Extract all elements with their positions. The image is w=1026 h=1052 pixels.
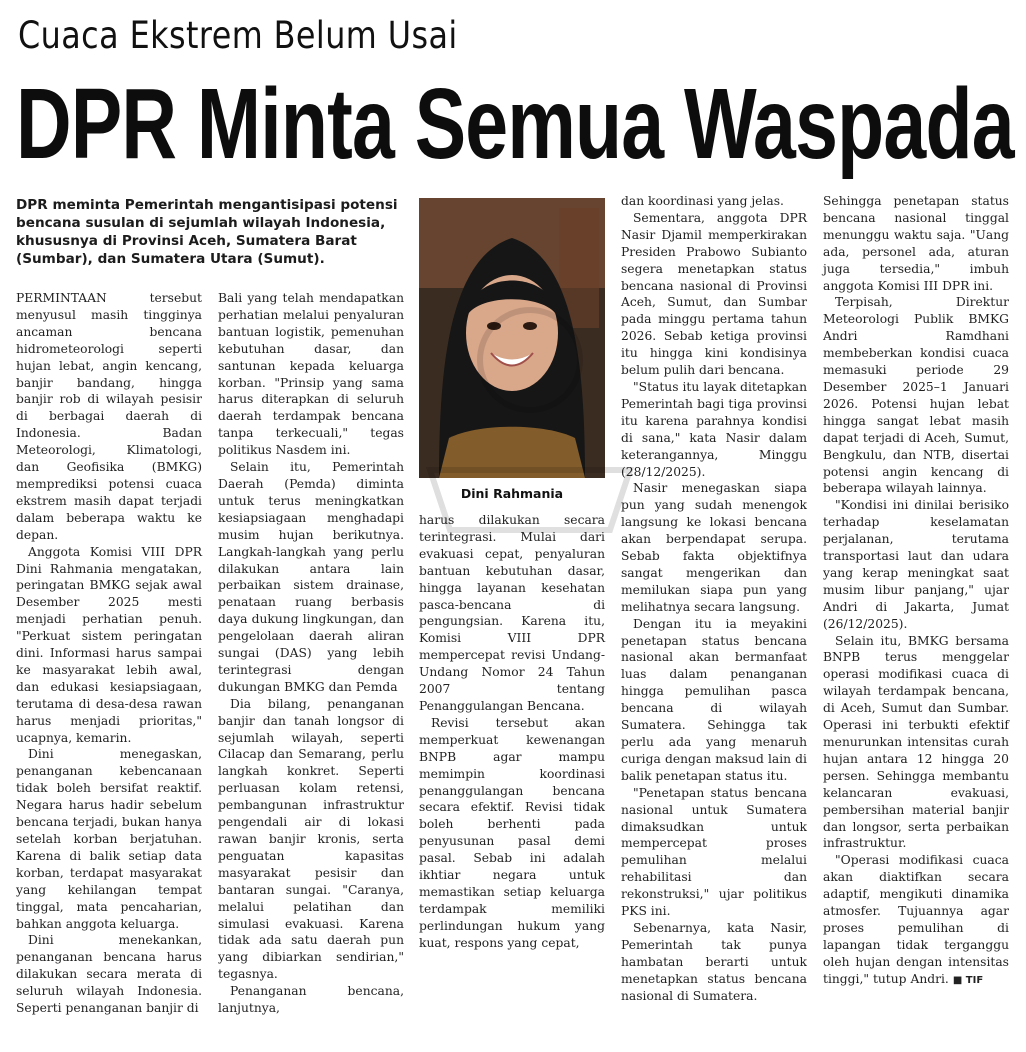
paragraph: "Kondisi ini dinilai berisiko terhadap keselamatan perjalanan, terutama transportasi laut dan udara yang kerap meningkat saat musim libur panjang," ujar Andri di Jakarta, Jumat (26/12/2025). bbox=[823, 498, 1009, 631]
column-4 bbox=[621, 193, 807, 1003]
paragraph: "Status itu layak ditetapkan Pemerintah bagi tiga provinsi itu karena parahnya kondisi di sana," kata Nasir dalam keterangannya, Minggu (28/12/2025). bbox=[621, 379, 807, 479]
lead-paragraph: DPR meminta Pemerintah mengantisipasi potensi bencana susulan di sejumlah wilayah Indonesia, khususnya di Provinsi Aceh, Sumatera Barat (Sumbar), dan Sumatera Utara (Sumut). bbox=[16, 197, 398, 267]
paragraph: harus dilakukan secara terintegrasi. Mulai dari evakuasi cepat, penyaluran bantuan kebutuhan dasar, hingga layanan kesehatan pasca-bencana di pengungsian. Karena itu, Komisi VIII DPR mempercepat revisi Undang-Undang Nomor 24 Tahun 2007 tentang Penanggulangan Bencana. bbox=[419, 513, 605, 713]
paragraph: Selain itu, Pemerintah Daerah (Pemda) diminta untuk terus meningkatkan kesiapsiagaan menghadapi musim hujan berikutnya. Langkah-langkah yang perlu dilakukan antara lain perbaikan sistem drainase, penataan ruang berbasis daya dukung lingkungan, dan pengelolaan daerah aliran sungai (DAS) yang lebih terintegrasi dengan dukungan BMKG dan Pemda bbox=[218, 460, 404, 694]
column-1 bbox=[16, 290, 202, 1016]
kicker: Cuaca Ekstrem Belum Usai bbox=[18, 14, 458, 57]
paragraph: Nasir menegaskan siapa pun yang sudah menengok langsung ke lokasi bencana akan berpendapat serupa. Sebab fakta objektifnya sangat mengerikan dan memilukan siapa pun yang melihatnya secara langsung. bbox=[621, 481, 807, 614]
paragraph: Dia bilang, penanganan banjir dan tanah longsor di sejumlah wilayah, seperti Cilacap dan Semarang, perlu langkah konkret. Seperti perluasan kolam retensi, pembangunan infrastruktur pengendali air di lokasi rawan banjir kronis, serta penguatan kapasitas masyarakat pesisir dan bantaran sungai. "Caranya, melalui pelatihan dan simulasi evakuasi. Karena tidak ada satu daerah pun yang dibiarkan sendirian," tegasnya. bbox=[218, 696, 404, 982]
column-3 bbox=[419, 512, 605, 1052]
paragraph: Selain itu, BMKG bersama BNPB terus menggelar operasi modifikasi cuaca di wilayah terdampak bencana, di Aceh, Sumut dan Sumbar. Operasi ini terbukti efektif menurunkan intensitas curah hujan antara 12 hingga 20 persen. Sehingga membantu kelancaran evakuasi, pembersihan material banjir dan longsor, serta perbaikan infrastruktur. bbox=[823, 633, 1009, 851]
end-mark: ■ TIF bbox=[952, 974, 984, 986]
paragraph: Revisi tersebut akan memperkuat kewenangan BNPB agar mampu memimpin koordinasi penanggulangan bencana secara efektif. Revisi tidak boleh berhenti pada penyusunan pasal demi pasal. Sebab ini adalah ikhtiar negara untuk memastikan setiap keluarga terdampak memiliki perlindungan hukum yang kuat, respons yang cepat, bbox=[419, 715, 605, 950]
closing-paragraph: "Operasi modifikasi cuaca akan diaktifkan secara adaptif, mengikuti dinamika atmosfer. Tujuannya agar proses pemulihan di lapangan tidak terganggu oleh hujan dengan intensitas tinggi," tutup Andri. bbox=[823, 853, 1009, 986]
paragraph: Terpisah, Direktur Meteorologi Publik BMKG Andri Ramdhani membeberkan kondisi cuaca memasuki periode 29 Desember 2025–1 Januari 2026. Potensi hujan lebat hingga sangat lebat masih dapat terjadi di Aceh, Sumut, Bengkulu, dan NTB, disertai potensi angin kencang di beberapa wilayah lainnya. bbox=[823, 295, 1009, 496]
paragraph: Sehingga penetapan status bencana nasional tinggal menunggu waktu saja. "Uang ada, personel ada, aturan juga tersedia," imbuh anggota Komisi III DPR ini. bbox=[823, 194, 1009, 293]
paragraph: Dengan itu ia meyakini penetapan status bencana nasional akan bermanfaat luas dalam penanganan hingga pemulihan pasca bencana di wilayah Sumatera. Sehingga tak perlu ada yang menaruh curiga dengan maksud lain di balik penetapan status itu. bbox=[621, 616, 807, 783]
paragraph: Sementara, anggota DPR Nasir Djamil memperkirakan Presiden Prabowo Subianto segera menetapkan status bencana nasional di Provinsi Aceh, Sumut, dan Sumbar pada minggu pertama tahun 2026. Sebab ketiga provinsi itu hingga kini kondisinya belum pulih dari bencana. bbox=[621, 210, 807, 378]
paragraph bbox=[823, 852, 1009, 989]
paragraph: dan koordinasi yang jelas. bbox=[621, 194, 784, 208]
paragraph: Dini menegaskan, penanganan kebencanaan tidak boleh bersifat reaktif. Negara harus hadir sebelum bencana terjadi, bukan hanya setelah korban berjatuhan. Karena di balik setiap data korban, terdapat masyarakat yang kehilangan tempat tinggal, mata pencaharian, bahkan anggota keluarga. bbox=[16, 747, 202, 931]
column-5 bbox=[823, 193, 1009, 986]
photo-caption: Dini Rahmania bbox=[460, 486, 564, 501]
portrait-photo bbox=[419, 198, 605, 478]
paragraph: Dini menekankan, penanganan bencana harus dilakukan secara merata di seluruh wilayah Indonesia. Seperti penanganan banjir di bbox=[16, 933, 202, 1016]
paragraph: Penanganan bencana, lanjutnya, bbox=[218, 984, 404, 1016]
paragraph: "Penetapan status bencana nasional untuk Sumatera dimaksudkan untuk mempercepat proses pemulihan melalui rehabilitasi dan rekonstruksi," ujar politikus PKS ini. bbox=[621, 785, 807, 919]
paragraph: Bali yang telah mendapatkan perhatian melalui penyaluran bantuan logistik, pemenuhan kebutuhan dasar, dan santunan kepada keluarga korban. "Prinsip yang sama harus diterapkan di seluruh daerah terdampak bencana tanpa terkecuali," tegas politikus Nasdem ini. bbox=[218, 291, 404, 458]
column-2 bbox=[218, 290, 404, 1016]
paragraph: Anggota Komisi VIII DPR Dini Rahmania mengatakan, peringatan BMKG sejak awal Desember 2025 mesti menjadi perhatian penuh. "Perkuat sistem peringatan dini. Informasi harus sampai ke masyarakat lebih awal, dan edukasi kesiapsiagaan, terutama di desa-desa rawan harus menjadi prioritas," ucapnya, kemarin. bbox=[16, 544, 202, 745]
paragraph: Sebenarnya, kata Nasir, Pemerintah tak punya hambatan berarti untuk menetapkan status bencana nasional di Sumatera. bbox=[621, 920, 807, 1003]
paragraph: PERMINTAAN tersebut menyusul masih tingginya ancaman bencana hidrometeorologi seperti hujan lebat, angin kencang, banjir bandang, hingga banjir rob di wilayah pesisir di berbagai daerah di Indonesia. Badan Meteorologi, Klimatologi, dan Geofisika (BMKG) memprediksi potensi cuaca ekstrem masih dapat terjadi dalam beberapa waktu ke depan. bbox=[16, 291, 202, 542]
headline: DPR Minta Semua Waspada bbox=[16, 68, 1014, 180]
